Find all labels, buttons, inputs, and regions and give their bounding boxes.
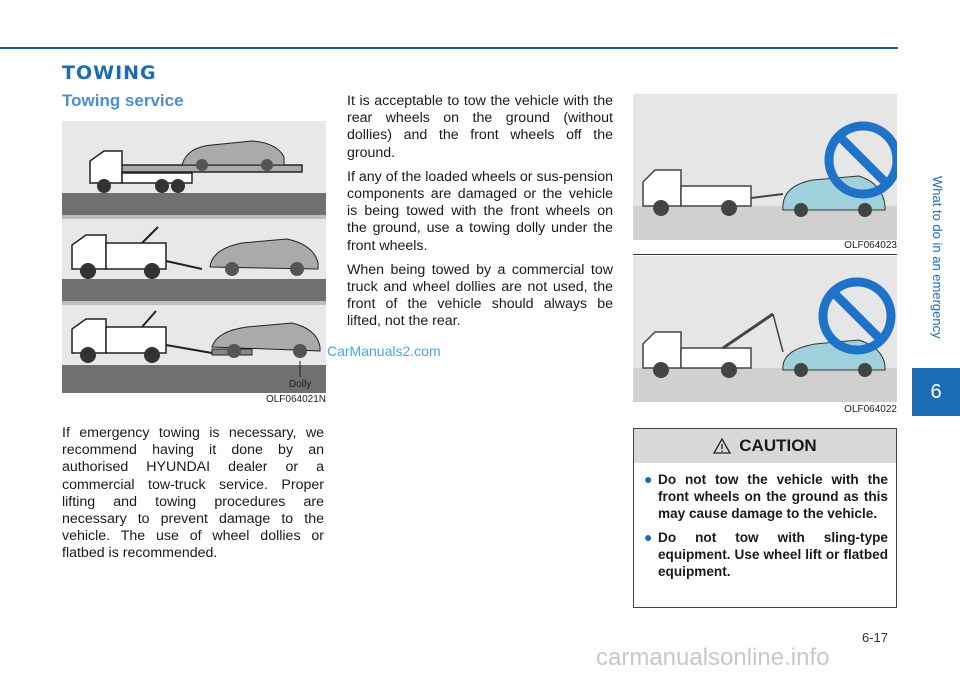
caution-item: ● Do not tow the vehicle with the front wheels on the ground as this may cause damage to the vehicle. [644, 471, 888, 521]
paragraph: If emergency towing is necessary, we recommend having it done by an authorised HYUNDAI dealer or a commercial tow-truck service. Proper lifting and towing procedures are necessary to prevent damage to the vehicle. The use of wheel dollies or flatbed is recommended. [62, 425, 324, 562]
dolly-label: Dolly [289, 379, 312, 390]
subsection-title: Towing service [62, 91, 184, 110]
header-rule [0, 47, 898, 49]
figure-code-right-bottom: OLF064022 [844, 404, 897, 415]
page-number: 6-17 [862, 630, 889, 645]
caution-list [634, 471, 896, 580]
prohibited-towing-figure-top [633, 94, 897, 240]
watermark-top: CarManuals2.com [327, 343, 441, 359]
chapter-number: 6 [912, 368, 960, 416]
towing-methods-figure [62, 121, 326, 393]
figure-code-left: OLF064021N [265, 394, 326, 405]
prohibited-towing-figure-bottom [633, 256, 897, 402]
paragraph: It is acceptable to tow the vehicle with the rear wheels on the ground (without dollies) and the front wheels off the ground. [347, 93, 613, 161]
warning-triangle-icon [713, 438, 731, 454]
caution-header [634, 429, 896, 463]
paragraph: When being towed by a commercial tow truck and wheel dollies are not used, the front of the vehicle should always be lifted, not the rear. [347, 261, 613, 330]
caution-title: CAUTION [739, 436, 817, 455]
caution-item: ● Do not tow with sling-type equipment. Use wheel lift or flatbed equipment. [644, 529, 888, 579]
figure-divider [633, 254, 897, 255]
watermark-bottom: carmanualsonline.info [596, 644, 830, 671]
paragraph: If any of the loaded wheels or sus-pension components are damaged or the vehicle is being towed with the front wheels on the ground, use a towing dolly under the front wheels. [347, 168, 613, 254]
caution-box [633, 428, 897, 608]
bullet-icon: ● [644, 471, 653, 487]
figure-code-right-top: OLF064023 [844, 240, 897, 251]
section-title: TOWING [62, 62, 157, 84]
middle-body-text [347, 93, 613, 338]
bullet-icon: ● [644, 529, 653, 545]
chapter-title: What to do in an emergency [930, 176, 945, 339]
left-body-text [62, 425, 324, 570]
